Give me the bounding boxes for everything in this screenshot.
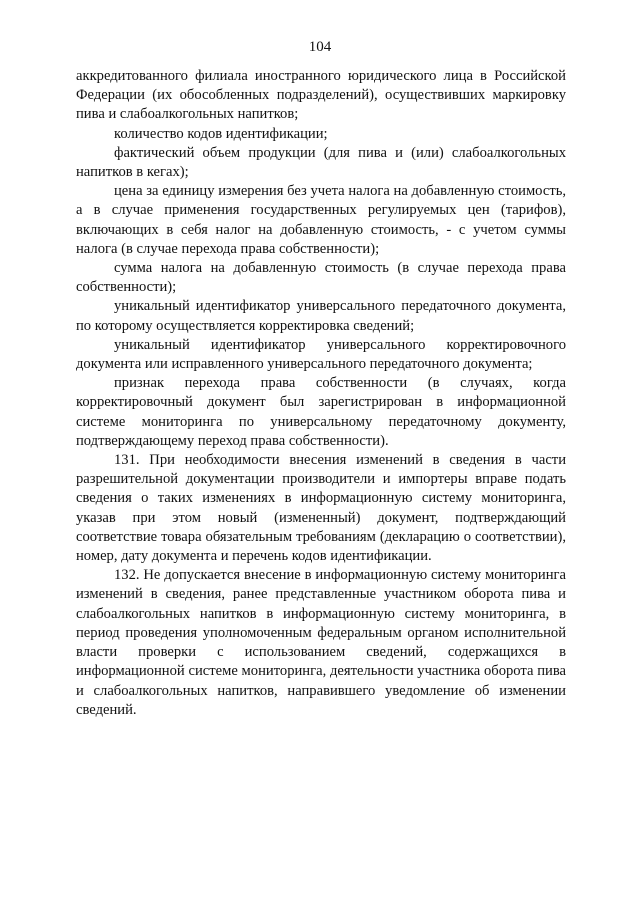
paragraph-ownership-transfer-flag: признак перехода права собственности (в случаях, когда корректировочный документ был зарегистрирован в информационной системе мониторинга по универсальному передаточному документу, подтверждающему переход права собственности). xyxy=(76,375,566,449)
document-body xyxy=(76,67,566,720)
paragraph-unit-price: цена за единицу измерения без учета налога на добавленную стоимость, а в случае применения государственных регулируемых цен (тарифов), включающих в себя налог на добавленную стоимость, - с учетом суммы налога (в случае перехода права собственности); xyxy=(76,183,566,257)
paragraph-transfer-document-id: уникальный идентификатор универсального передаточного документа, по которому осуществляется корректировка сведений; xyxy=(76,298,566,334)
paragraph-correction-document-id: уникальный идентификатор универсального корректировочного документа или исправленного универсального передаточного документа; xyxy=(76,336,566,373)
page-number: 104 xyxy=(308,39,332,55)
paragraph-item-131: 131. При необходимости внесения изменений в сведения в части разрешительной документации производители и импортеры вправе подать сведения о таких изменениях в информационную систему мониторинга, указав при этом новый (измененный) документ, подтверждающий соответствие товара обязательным требованиям (декларацию о соответствии), номер, дату документа и перечень кодов идентификации. xyxy=(76,452,566,565)
paragraph-item-132: 132. Не допускается внесение в информационную систему мониторинга изменений в сведения, ранее представленные участником оборота пива и слабоалкогольных напитков в информационную систему мониторинга, в период проведения уполномоченным федеральным органом исполнительной власти проверки с использованием сведений, содержащихся в информационной системе мониторинга, деятельности участника оборота пива и слабоалкогольных напитков, направившего уведомление об изменении сведений. xyxy=(76,567,566,718)
paragraph-code-count: количество кодов идентификации; xyxy=(114,125,328,142)
paragraph-filial-continuation: аккредитованного филиала иностранного юридического лица в Российской Федерации (их обособленных подразделений), осуществивших маркировку пива и слабоалкогольных напитков; xyxy=(76,68,566,123)
paragraph-actual-volume: фактический объем продукции (для пива и (или) слабоалкогольных напитков в кегах); xyxy=(76,144,566,181)
paragraph-vat-amount: сумма налога на добавленную стоимость (в случае перехода права собственности); xyxy=(76,260,566,296)
